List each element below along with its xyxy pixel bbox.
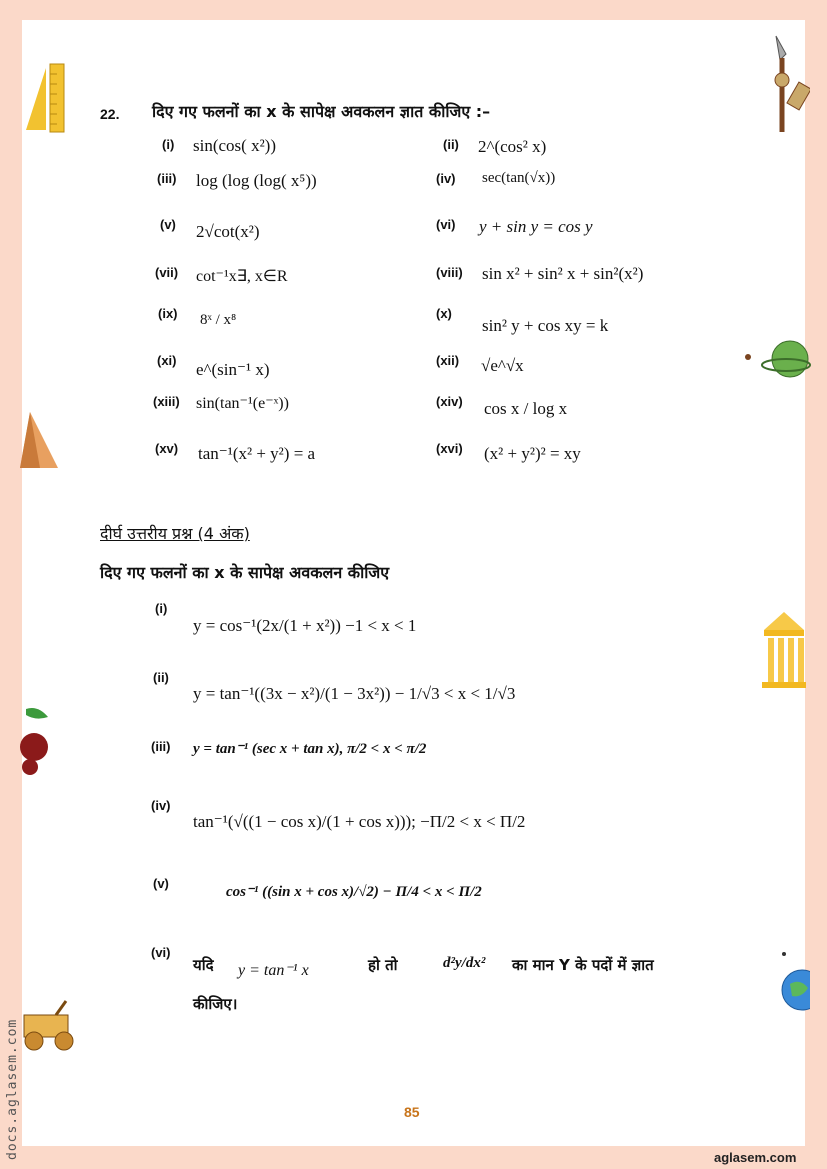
- section-instruction: दिए गए फलनों का x के सापेक्ष अवकलन कीजिए: [100, 563, 390, 582]
- item-label: (vi): [151, 945, 171, 960]
- item-label: (v): [153, 876, 169, 891]
- fruit-icon: [20, 705, 56, 777]
- page-number: 85: [404, 1104, 420, 1120]
- temple-icon: [760, 608, 808, 688]
- expression: e^(sin⁻¹ x): [196, 360, 270, 379]
- brand-label: aglasem.com: [714, 1150, 797, 1165]
- document-page: [22, 20, 805, 1146]
- cart-icon: [20, 995, 84, 1055]
- item-label: (ix): [158, 306, 178, 321]
- item-label: (xiv): [436, 394, 463, 409]
- expression: (x² + y²)² = xy: [484, 444, 581, 463]
- expression: sec(tan(√x)): [482, 170, 556, 186]
- item-label: (xii): [436, 353, 460, 368]
- expression: cos⁻¹ ((sin x + cos x)/√2) − Π/4 < x < Π/2: [226, 884, 482, 900]
- item-label: (vii): [155, 265, 179, 280]
- expression: sin(tan⁻¹(e⁻ˣ)): [196, 395, 289, 412]
- expression: 2^(cos² x): [478, 137, 547, 156]
- expression: d²y/dx²: [443, 955, 486, 971]
- section-heading: दीर्घ उत्तरीय प्रश्न (4 अंक): [100, 524, 250, 543]
- pyramid-icon: [20, 410, 60, 470]
- hindi-text: यदि: [193, 956, 214, 974]
- expression: y + sin y = cos y: [479, 217, 593, 236]
- expression: y = tan⁻¹ x: [238, 962, 309, 979]
- expression: cot⁻¹x∃, x∈R: [196, 268, 288, 285]
- hindi-text: का मान Y के पदों में ज्ञात: [512, 956, 654, 974]
- item-label: (ii): [153, 670, 169, 685]
- hindi-text: हो तो: [368, 956, 398, 974]
- item-label: (x): [436, 306, 452, 321]
- item-label: (ii): [443, 137, 459, 152]
- item-label: (xiii): [153, 394, 180, 409]
- globe-icon: [780, 950, 810, 1020]
- question-instruction: दिए गए फलनों का x के सापेक्ष अवकलन ज्ञात कीजिए :–: [152, 102, 491, 121]
- item-label: (v): [160, 217, 176, 232]
- expression: sin x² + sin² x + sin²(x²): [482, 264, 644, 283]
- item-label: (xi): [157, 353, 177, 368]
- ruler-set-icon: [20, 60, 68, 134]
- item-label: (iv): [436, 171, 456, 186]
- expression: sin(cos( x²)): [193, 136, 276, 155]
- expression: 8ˣ / x⁸: [200, 312, 237, 328]
- expression: log (log (log( x⁵)): [196, 171, 317, 190]
- expression: y = cos⁻¹(2x/(1 + x²)) −1 < x < 1: [193, 616, 417, 635]
- expression: √e^√x: [481, 356, 524, 375]
- item-label: (viii): [436, 265, 463, 280]
- item-label: (iv): [151, 798, 171, 813]
- expression: 2√cot(x²): [196, 222, 260, 241]
- expression: cos x / log x: [484, 399, 568, 418]
- expression: tan⁻¹(x² + y²) = a: [198, 444, 316, 463]
- expression: y = tan⁻¹ (sec x + tan x), π/2 < x < π/2: [193, 741, 427, 757]
- spear-icon: [768, 34, 810, 134]
- planet-icon: [742, 335, 812, 385]
- item-label: (i): [162, 137, 175, 152]
- expression: y = tan⁻¹((3x − x²)/(1 − 3x²)) − 1/√3 < x < 1/√3: [193, 684, 516, 703]
- item-label: (iii): [151, 739, 171, 754]
- expression: sin² y + cos xy = k: [482, 316, 609, 335]
- item-label: (i): [155, 601, 168, 616]
- expression: tan⁻¹(√((1 − cos x)/(1 + cos x))); −Π/2 < x < Π/2: [193, 812, 526, 831]
- item-label: (xv): [155, 441, 179, 456]
- item-label: (iii): [157, 171, 177, 186]
- item-label: (xvi): [436, 441, 463, 456]
- item-label: (vi): [436, 217, 456, 232]
- side-watermark: docs.aglasem.com: [5, 1018, 20, 1160]
- question-number: 22.: [100, 106, 120, 122]
- hindi-text: कीजिए।: [193, 995, 238, 1013]
